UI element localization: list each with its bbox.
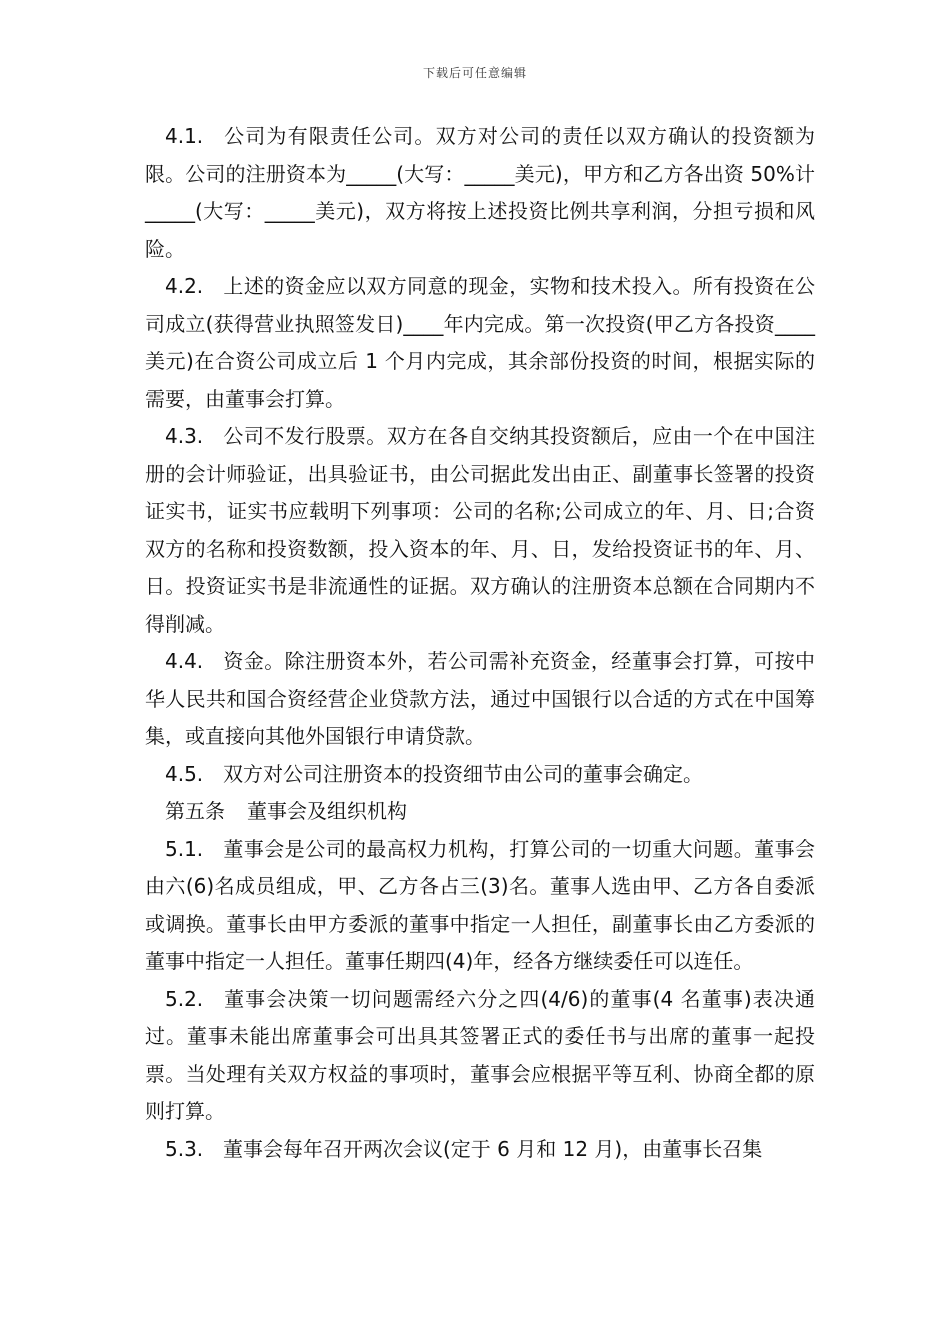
clause-number: 4.4. — [165, 649, 204, 673]
clause-number: 4.1. — [165, 124, 204, 148]
document-body — [145, 118, 815, 1168]
clause-text: 资金。除注册资本外，若公司需补充资金，经董事会打算，可按中华人民共和国合资经营企业贷款方法，通过中国银行以合适的方式在中国筹集，或直接向其他外国银行申请贷款。 — [145, 649, 815, 748]
clause-number: 5.2. — [165, 986, 204, 1011]
clause-4-4 — [145, 643, 815, 756]
clause-text: 董事会每年召开两次会议(定于 6 月和 12 月)，由董事长召集 — [223, 1136, 763, 1161]
clause-4-1 — [145, 118, 815, 268]
clause-text: 公司为有限责任公司。双方对公司的责任以双方确认的投资额为限。公司的注册资本为_____(大写：_____美元)，甲方和乙方各出资 50%计_____(大写：_____美元)，双方将按上述投资比例共享利润，分担亏损和风险。 — [145, 124, 815, 261]
clause-number: 4.3. — [165, 424, 204, 448]
clause-4-2 — [145, 268, 815, 418]
clause-text: 公司不发行股票。双方在各自交纳其投资额后，应由一个在中国注册的会计师验证，出具验证书，由公司据此发出由正、副董事长签署的投资证实书，证实书应载明下列事项：公司的名称;公司成立的年、月、日;合资双方的名称和投资数额，投入资本的年、月、日，发给投资证书的年、月、日。投资证实书是非流通性的证据。双方确认的注册资本总额在合同期内不得削减。 — [145, 424, 815, 636]
clause-number: 5.1. — [165, 836, 204, 861]
clause-4-5 — [145, 756, 815, 794]
clause-text: 董事会决策一切问题需经六分之四(4/6)的董事(4 名董事)表决通过。董事未能出席董事会可出具其签署正式的委任书与出席的董事一起投票。当处理有关双方权益的事项时，董事会应根据平等互利、协商全都的原则打算。 — [145, 986, 815, 1123]
clause-5-1 — [145, 831, 815, 981]
page-header: 下载后可任意编辑 — [422, 66, 527, 80]
clause-5-3 — [145, 1131, 815, 1169]
clause-text: 上述的资金应以双方同意的现金，实物和技术投入。所有投资在公司成立(获得营业执照签发日)____年内完成。第一次投资(甲乙方各投资____美元)在合资公司成立后 1 个月内完成，其余部份投资的时间，根据实际的需要，由董事会打算。 — [145, 274, 815, 411]
clause-text: 董事会是公司的最高权力机构，打算公司的一切重大问题。董事会由六(6)名成员组成，甲、乙方各占三(3)名。董事人选由甲、乙方各自委派或调换。董事长由甲方委派的董事中指定一人担任，副董事长由乙方委派的董事中指定一人担任。董事任期四(4)年，经各方继续委任可以连任。 — [145, 836, 815, 973]
section-title: 董事会及组织机构 — [247, 799, 407, 823]
clause-number: 4.2. — [165, 274, 204, 298]
clause-5-2 — [145, 981, 815, 1131]
clause-text: 双方对公司注册资本的投资细节由公司的董事会确定。 — [223, 761, 703, 786]
clause-4-3 — [145, 418, 815, 643]
clause-number: 5.3. — [165, 1136, 204, 1161]
section-label: 第五条 — [165, 799, 225, 823]
section-heading — [145, 793, 815, 831]
clause-number: 4.5. — [165, 761, 204, 786]
